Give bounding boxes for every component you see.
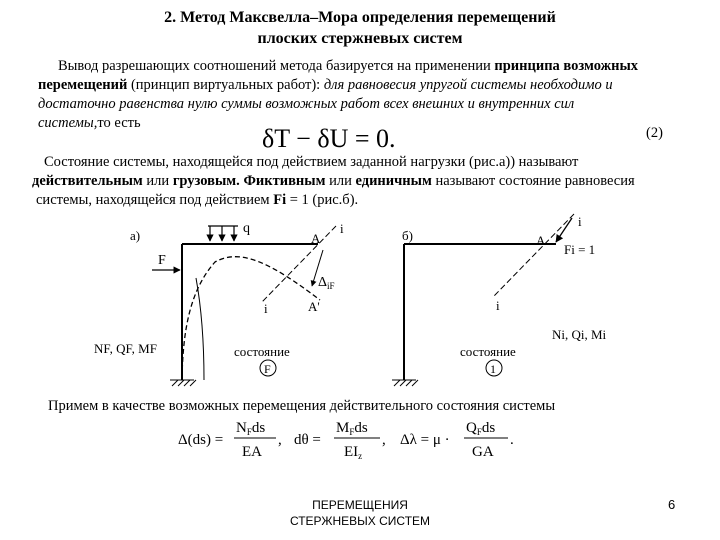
point-a-label-a: A xyxy=(311,231,321,246)
svg-text:QFds: $Q_Fds$ xyxy=(466,420,496,437)
fixed-support-a xyxy=(170,380,196,386)
slide-title-line-1: 2. Метод Максвелла–Мора определения перемещений xyxy=(164,9,556,26)
intro-text-2: (принцип виртуальных работ): xyxy=(127,77,324,93)
state-text-c: называют состояние равновесия xyxy=(431,173,635,189)
svg-text:,: , xyxy=(278,432,282,448)
page-number: 6 xyxy=(668,497,676,512)
svg-text:EA: EA xyxy=(242,444,262,460)
state-word-f: состояние xyxy=(234,344,290,359)
axis-i-top-a: i xyxy=(340,221,344,236)
principle-term-2: перемещений xyxy=(38,77,128,93)
load-q-label: q xyxy=(243,221,250,236)
deflection-curve-a xyxy=(196,278,204,380)
state-id-f: F xyxy=(264,362,271,376)
intro-line-4 xyxy=(38,114,141,133)
svg-text:Δ(ds) =: Δ(ds) = xyxy=(178,432,224,448)
svg-text:,: , xyxy=(382,432,386,448)
intro-italic-2: системы, xyxy=(38,115,98,131)
force-f-label: F xyxy=(158,253,166,268)
axis-i-bottom-b: i xyxy=(496,298,500,313)
state-line-1: Состояние системы, находящейся под действием заданной нагрузки (рис.а)) называют xyxy=(44,154,579,170)
point-a-prime-label: A' xyxy=(308,299,320,314)
slide-title-line-2: плоских стержневых систем xyxy=(257,30,463,47)
svg-text:.: . xyxy=(510,432,514,448)
principle-term: принципа возможных xyxy=(494,58,639,74)
axis-i-top-b: i xyxy=(578,214,582,229)
term-fictive: Фиктивным xyxy=(243,173,326,189)
svg-text:Δλ = μ ·: Δλ = μ · xyxy=(400,432,450,448)
equations-svg xyxy=(178,414,518,462)
example-text: Примем в качестве возможных перемещения действительного состояния системы xyxy=(48,398,556,414)
svg-text:EIz: $EI_z$ xyxy=(344,444,363,461)
intro-text-4: то есть xyxy=(97,115,141,131)
state-text-e: = 1 (рис.б). xyxy=(286,192,359,208)
unit-force-label: Fi = 1 xyxy=(564,242,596,257)
svg-text:NFds: $N_Fds$ xyxy=(236,420,266,437)
figure-b-diagram xyxy=(380,212,640,387)
point-a-label-b: A xyxy=(536,233,546,248)
state-id-1: 1 xyxy=(490,362,496,376)
intro-italic-1: для равновесия упругой системы необходимо и xyxy=(323,77,613,93)
intro-line-3: достаточно равенства нулю суммы возможных работ всех внешних и внутренних сил xyxy=(38,96,575,112)
state-line-3 xyxy=(36,191,706,210)
svg-text:dθ =: dθ = xyxy=(294,432,321,448)
intro-line-2 xyxy=(38,76,708,95)
intro-text: Вывод разрешающих соотношений метода базируется на применении xyxy=(58,58,495,74)
term-actual: действительным xyxy=(32,173,143,189)
footer-line-2: СТЕРЖНЕВЫХ СИСТЕМ xyxy=(289,514,431,528)
state-word-1: состояние xyxy=(460,344,516,359)
term-load: грузовым. xyxy=(172,173,240,189)
figure-a-label: а) xyxy=(130,228,141,243)
figure-b-label: б) xyxy=(402,228,413,243)
displacement-equations xyxy=(178,414,518,467)
term-unit: единичным xyxy=(355,173,432,189)
svg-text:MFds: $M_Fds$ xyxy=(336,420,368,437)
equation-number: (2) xyxy=(646,125,663,141)
internal-forces-i: Ni, Qi, Mi xyxy=(552,327,607,342)
intro-line-1 xyxy=(58,57,708,76)
unit-force-term: Fi xyxy=(273,192,287,208)
delta-symbol: $\Delta_{iF}$ xyxy=(318,275,335,291)
internal-forces-f: NF, QF, MF xyxy=(94,341,157,356)
state-text-b: или xyxy=(325,173,356,189)
virtual-work-formula: δT − δU = 0. xyxy=(262,124,396,153)
axis-i-b xyxy=(494,214,574,296)
fixed-support-b xyxy=(392,380,418,386)
state-text-d: системы, находящейся под действием xyxy=(36,192,274,208)
deformed-shape-a xyxy=(182,257,320,378)
state-line-2 xyxy=(32,172,716,191)
footer-line-1: ПЕРЕМЕЩЕНИЯ xyxy=(312,498,408,512)
state-text-a: или xyxy=(142,173,173,189)
axis-i-a xyxy=(262,226,336,302)
svg-text:GA: GA xyxy=(472,444,494,460)
figure-a-diagram xyxy=(85,212,355,387)
distributed-load-q xyxy=(208,226,238,241)
axis-i-bottom-a: i xyxy=(264,301,268,316)
